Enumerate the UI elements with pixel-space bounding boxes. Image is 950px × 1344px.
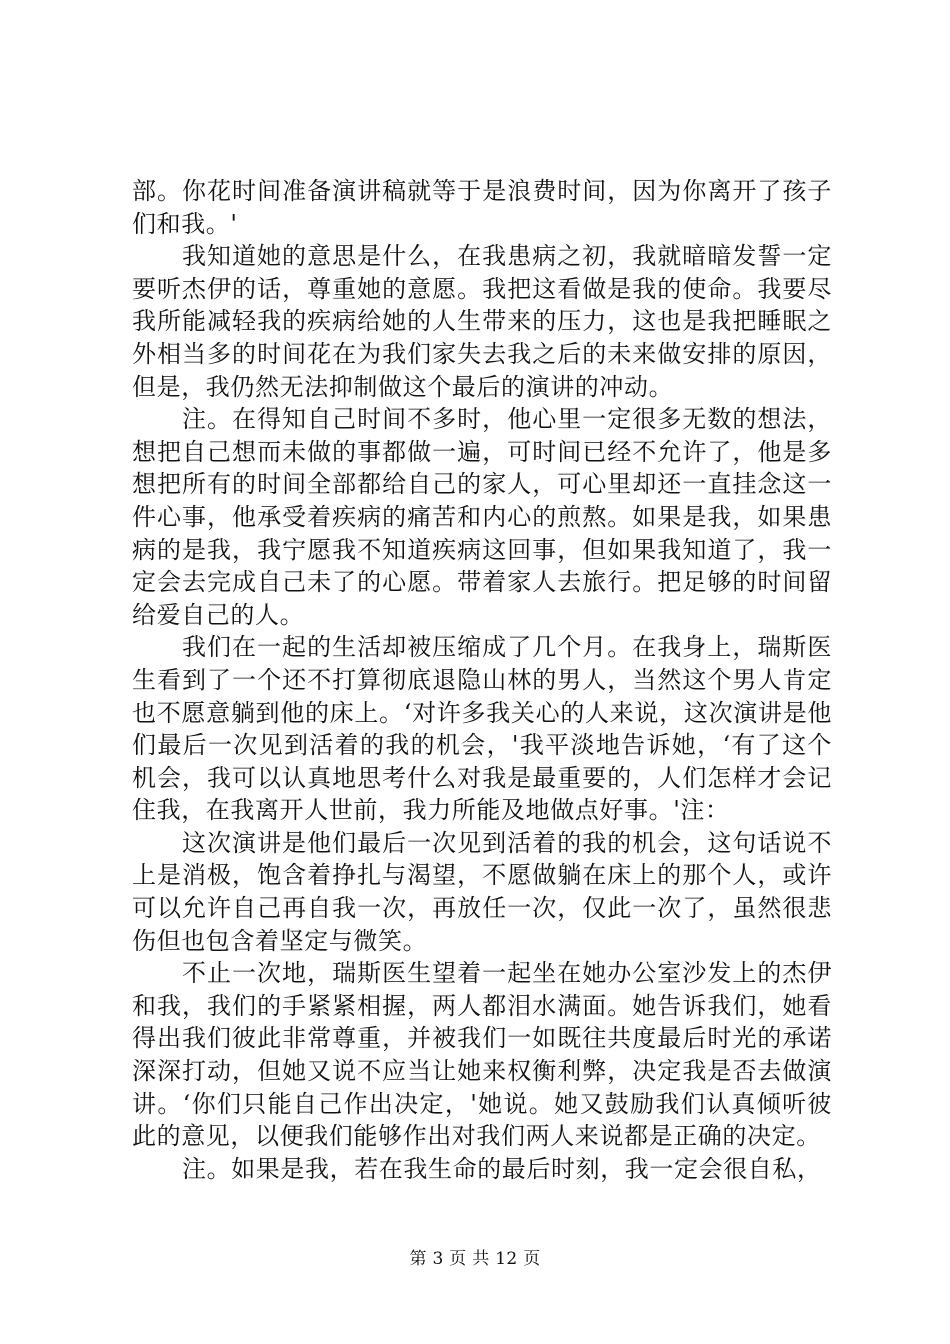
page-number-footer: 第 3 页 共 12 页 [409,1249,541,1269]
paragraph-7: 注。如果是我，若在我生命的最后时刻，我一定会很自私， [182,1154,822,1183]
paragraph-2: 我知道她的意思是什么，在我患病之初，我就暗暗发誓一定要听杰伊的话，尊重她的意愿。我把这看做是我的使命。我要尽我所能减轻我的疾病给她的人生带来的压力，这也是我把睡眠之外相当多的时间花在为我们家失去我之后的未来做安排的原因，但是，我仍然无法抑制做这个最后的演讲的冲动。 [132,242,832,401]
paragraph-5: 这次演讲是他们最后一次见到活着的我的机会，这句话说不上是消极，饱含着挣扎与渴望，不愿做躺在床上的那个人，或许可以允许自己再自我一次，再放任一次，仅此一次了，虽然很悲伤但也包含着坚定与微笑。 [132,828,832,955]
paragraph-4: 我们在一起的生活却被压缩成了几个月。在我身上，瑞斯医生看到了一个还不打算彻底退隐山林的男人，当然这个男人肯定也不愿意躺到他的床上。‘对许多我关心的人来说，这次演讲是他们最后一次见到活着的我的机会，'我平淡地告诉她，‘有了这个机会，我可以认真地思考什么对我是最重要的，人们怎样才会记住我，在我离开人世前，我力所能及地做点好事。'注： [132,633,832,825]
paragraph-1: 部。你花时间准备演讲稿就等于是浪费时间，因为你离开了孩子们和我。' [132,177,832,238]
paragraph-3: 注。在得知自己时间不多时，他心里一定很多无数的想法，想把自己想而未做的事都做一遍，可时间已经不允许了，他是多想把所有的时间全部都给自己的家人，可心里却还一直挂念这一件心事，他承受着疾病的痛苦和内心的煎熬。如果是我，如果患病的是我，我宁愿我不知道疾病这回事，但如果我知道了，我一定会去完成自己未了的心愿。带着家人去旅行。把足够的时间留给爱自己的人。 [132,405,832,629]
body-text [132,175,832,1185]
paragraph-6: 不止一次地，瑞斯医生望着一起坐在她办公室沙发上的杰伊和我，我们的手紧紧相握，两人都泪水满面。她告诉我们，她看得出我们彼此非常尊重，并被我们一如既往共度最后时光的承诺深深打动，但她又说不应当让她来权衡利弊，决定我是否去做演讲。‘你们只能自己作出决定，'她说。她又鼓励我们认真倾听彼此的意见，以便我们能够作出对我们两人来说都是正确的决定。 [132,959,832,1151]
